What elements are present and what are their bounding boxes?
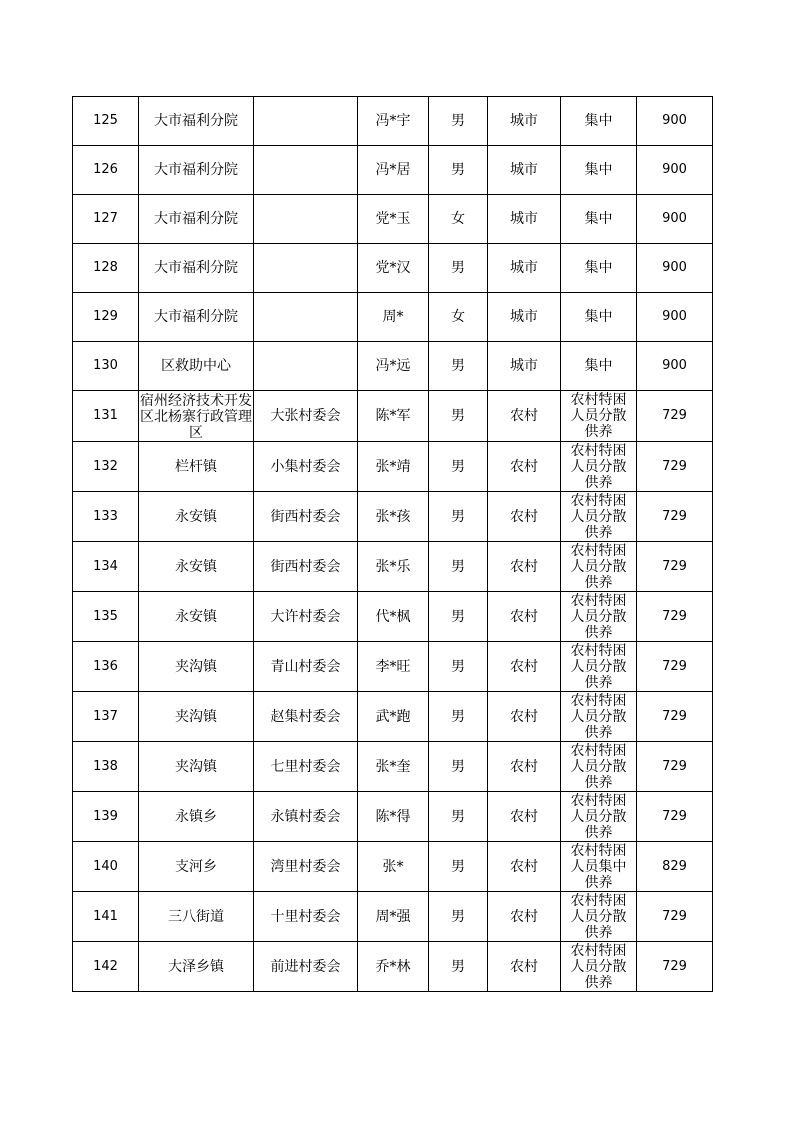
cell-village <box>254 97 358 146</box>
cell-name: 张*靖 <box>358 442 429 492</box>
cell-area: 城市 <box>488 195 561 244</box>
cell-name: 陈*得 <box>358 792 429 842</box>
cell-amount: 900 <box>637 146 713 195</box>
cell-type: 农村特困人员分散供养 <box>561 592 637 642</box>
cell-name: 陈*军 <box>358 391 429 442</box>
cell-area: 农村 <box>488 792 561 842</box>
cell-name: 张*孩 <box>358 492 429 542</box>
cell-area: 农村 <box>488 492 561 542</box>
cell-type: 集中 <box>561 97 637 146</box>
cell-unit: 夹沟镇 <box>139 642 254 692</box>
cell-type: 集中 <box>561 293 637 342</box>
cell-village: 街西村委会 <box>254 492 358 542</box>
cell-type: 农村特困人员分散供养 <box>561 442 637 492</box>
cell-name: 张*乐 <box>358 542 429 592</box>
cell-unit: 大市福利分院 <box>139 146 254 195</box>
cell-area: 城市 <box>488 342 561 391</box>
cell-no: 130 <box>73 342 139 391</box>
cell-area: 农村 <box>488 442 561 492</box>
table-row <box>73 642 713 692</box>
cell-no: 139 <box>73 792 139 842</box>
cell-area: 农村 <box>488 692 561 742</box>
cell-type: 农村特困人员分散供养 <box>561 391 637 442</box>
cell-gender: 男 <box>429 892 488 942</box>
cell-gender: 男 <box>429 642 488 692</box>
table-row <box>73 97 713 146</box>
cell-unit: 大市福利分院 <box>139 97 254 146</box>
cell-gender: 男 <box>429 792 488 842</box>
cell-amount: 900 <box>637 97 713 146</box>
cell-amount: 729 <box>637 592 713 642</box>
cell-village: 大许村委会 <box>254 592 358 642</box>
cell-no: 136 <box>73 642 139 692</box>
cell-unit: 区救助中心 <box>139 342 254 391</box>
cell-name: 张*奎 <box>358 742 429 792</box>
cell-no: 135 <box>73 592 139 642</box>
table-row <box>73 592 713 642</box>
cell-unit: 夹沟镇 <box>139 742 254 792</box>
table-row <box>73 692 713 742</box>
cell-village <box>254 342 358 391</box>
cell-unit: 夹沟镇 <box>139 692 254 742</box>
cell-village: 青山村委会 <box>254 642 358 692</box>
cell-name: 李*旺 <box>358 642 429 692</box>
table-row <box>73 293 713 342</box>
cell-no: 128 <box>73 244 139 293</box>
cell-no: 138 <box>73 742 139 792</box>
cell-village <box>254 146 358 195</box>
cell-type: 集中 <box>561 195 637 244</box>
cell-area: 城市 <box>488 97 561 146</box>
cell-gender: 女 <box>429 195 488 244</box>
cell-amount: 729 <box>637 792 713 842</box>
cell-name: 周* <box>358 293 429 342</box>
cell-amount: 729 <box>637 642 713 692</box>
table-row <box>73 742 713 792</box>
cell-village: 湾里村委会 <box>254 842 358 892</box>
cell-type: 集中 <box>561 146 637 195</box>
cell-amount: 900 <box>637 244 713 293</box>
cell-gender: 男 <box>429 692 488 742</box>
cell-type: 集中 <box>561 342 637 391</box>
cell-village: 小集村委会 <box>254 442 358 492</box>
cell-no: 137 <box>73 692 139 742</box>
beneficiary-table <box>72 96 713 992</box>
cell-no: 140 <box>73 842 139 892</box>
cell-no: 131 <box>73 391 139 442</box>
cell-type: 农村特困人员分散供养 <box>561 692 637 742</box>
cell-name: 冯*宇 <box>358 97 429 146</box>
cell-unit: 大市福利分院 <box>139 195 254 244</box>
cell-no: 132 <box>73 442 139 492</box>
cell-name: 张* <box>358 842 429 892</box>
cell-area: 农村 <box>488 542 561 592</box>
cell-village: 街西村委会 <box>254 542 358 592</box>
cell-name: 冯*远 <box>358 342 429 391</box>
cell-type: 集中 <box>561 244 637 293</box>
cell-unit: 宿州经济技术开发区北杨寨行政管理区 <box>139 391 254 442</box>
cell-area: 农村 <box>488 592 561 642</box>
cell-name: 党*汉 <box>358 244 429 293</box>
cell-area: 农村 <box>488 742 561 792</box>
cell-village: 七里村委会 <box>254 742 358 792</box>
cell-type: 农村特困人员分散供养 <box>561 542 637 592</box>
cell-gender: 男 <box>429 97 488 146</box>
cell-gender: 男 <box>429 842 488 892</box>
cell-name: 党*玉 <box>358 195 429 244</box>
cell-amount: 729 <box>637 492 713 542</box>
table-row <box>73 244 713 293</box>
cell-amount: 729 <box>637 542 713 592</box>
cell-gender: 男 <box>429 442 488 492</box>
cell-village: 前进村委会 <box>254 942 358 992</box>
table-row <box>73 792 713 842</box>
cell-unit: 永安镇 <box>139 492 254 542</box>
cell-amount: 900 <box>637 195 713 244</box>
cell-village <box>254 244 358 293</box>
cell-unit: 支河乡 <box>139 842 254 892</box>
cell-name: 代*枫 <box>358 592 429 642</box>
cell-village: 十里村委会 <box>254 892 358 942</box>
cell-area: 农村 <box>488 391 561 442</box>
cell-amount: 729 <box>637 742 713 792</box>
table-row <box>73 442 713 492</box>
cell-area: 城市 <box>488 293 561 342</box>
cell-amount: 729 <box>637 942 713 992</box>
cell-gender: 男 <box>429 342 488 391</box>
cell-area: 农村 <box>488 842 561 892</box>
table-row <box>73 892 713 942</box>
table-row <box>73 391 713 442</box>
cell-gender: 男 <box>429 742 488 792</box>
cell-amount: 729 <box>637 892 713 942</box>
cell-area: 农村 <box>488 942 561 992</box>
beneficiary-table-sheet <box>72 96 713 992</box>
cell-no: 133 <box>73 492 139 542</box>
cell-unit: 栏杆镇 <box>139 442 254 492</box>
cell-no: 134 <box>73 542 139 592</box>
cell-no: 127 <box>73 195 139 244</box>
cell-name: 周*强 <box>358 892 429 942</box>
table-body <box>73 97 713 992</box>
cell-gender: 男 <box>429 592 488 642</box>
table-row <box>73 942 713 992</box>
cell-amount: 729 <box>637 692 713 742</box>
cell-unit: 永镇乡 <box>139 792 254 842</box>
table-row <box>73 492 713 542</box>
cell-gender: 男 <box>429 244 488 293</box>
cell-gender: 男 <box>429 391 488 442</box>
cell-gender: 男 <box>429 146 488 195</box>
cell-gender: 男 <box>429 942 488 992</box>
cell-amount: 829 <box>637 842 713 892</box>
table-row <box>73 342 713 391</box>
cell-area: 城市 <box>488 146 561 195</box>
table-row <box>73 542 713 592</box>
cell-amount: 729 <box>637 391 713 442</box>
cell-no: 125 <box>73 97 139 146</box>
cell-name: 冯*居 <box>358 146 429 195</box>
cell-name: 乔*林 <box>358 942 429 992</box>
cell-no: 142 <box>73 942 139 992</box>
cell-type: 农村特困人员集中供养 <box>561 842 637 892</box>
cell-unit: 大泽乡镇 <box>139 942 254 992</box>
table-row <box>73 195 713 244</box>
cell-type: 农村特困人员分散供养 <box>561 942 637 992</box>
cell-amount: 900 <box>637 293 713 342</box>
cell-village: 永镇村委会 <box>254 792 358 842</box>
cell-village <box>254 195 358 244</box>
cell-no: 129 <box>73 293 139 342</box>
cell-area: 农村 <box>488 642 561 692</box>
cell-area: 农村 <box>488 892 561 942</box>
cell-no: 141 <box>73 892 139 942</box>
cell-name: 武*跑 <box>358 692 429 742</box>
cell-type: 农村特困人员分散供养 <box>561 742 637 792</box>
table-row <box>73 842 713 892</box>
cell-village <box>254 293 358 342</box>
cell-unit: 大市福利分院 <box>139 293 254 342</box>
cell-amount: 900 <box>637 342 713 391</box>
cell-gender: 男 <box>429 492 488 542</box>
cell-village: 大张村委会 <box>254 391 358 442</box>
cell-type: 农村特困人员分散供养 <box>561 892 637 942</box>
cell-no: 126 <box>73 146 139 195</box>
cell-unit: 永安镇 <box>139 542 254 592</box>
table-row <box>73 146 713 195</box>
cell-type: 农村特困人员分散供养 <box>561 492 637 542</box>
cell-area: 城市 <box>488 244 561 293</box>
cell-gender: 男 <box>429 542 488 592</box>
cell-amount: 729 <box>637 442 713 492</box>
cell-unit: 三八街道 <box>139 892 254 942</box>
cell-type: 农村特困人员分散供养 <box>561 792 637 842</box>
cell-type: 农村特困人员分散供养 <box>561 642 637 692</box>
cell-unit: 大市福利分院 <box>139 244 254 293</box>
cell-village: 赵集村委会 <box>254 692 358 742</box>
cell-gender: 女 <box>429 293 488 342</box>
cell-unit: 永安镇 <box>139 592 254 642</box>
